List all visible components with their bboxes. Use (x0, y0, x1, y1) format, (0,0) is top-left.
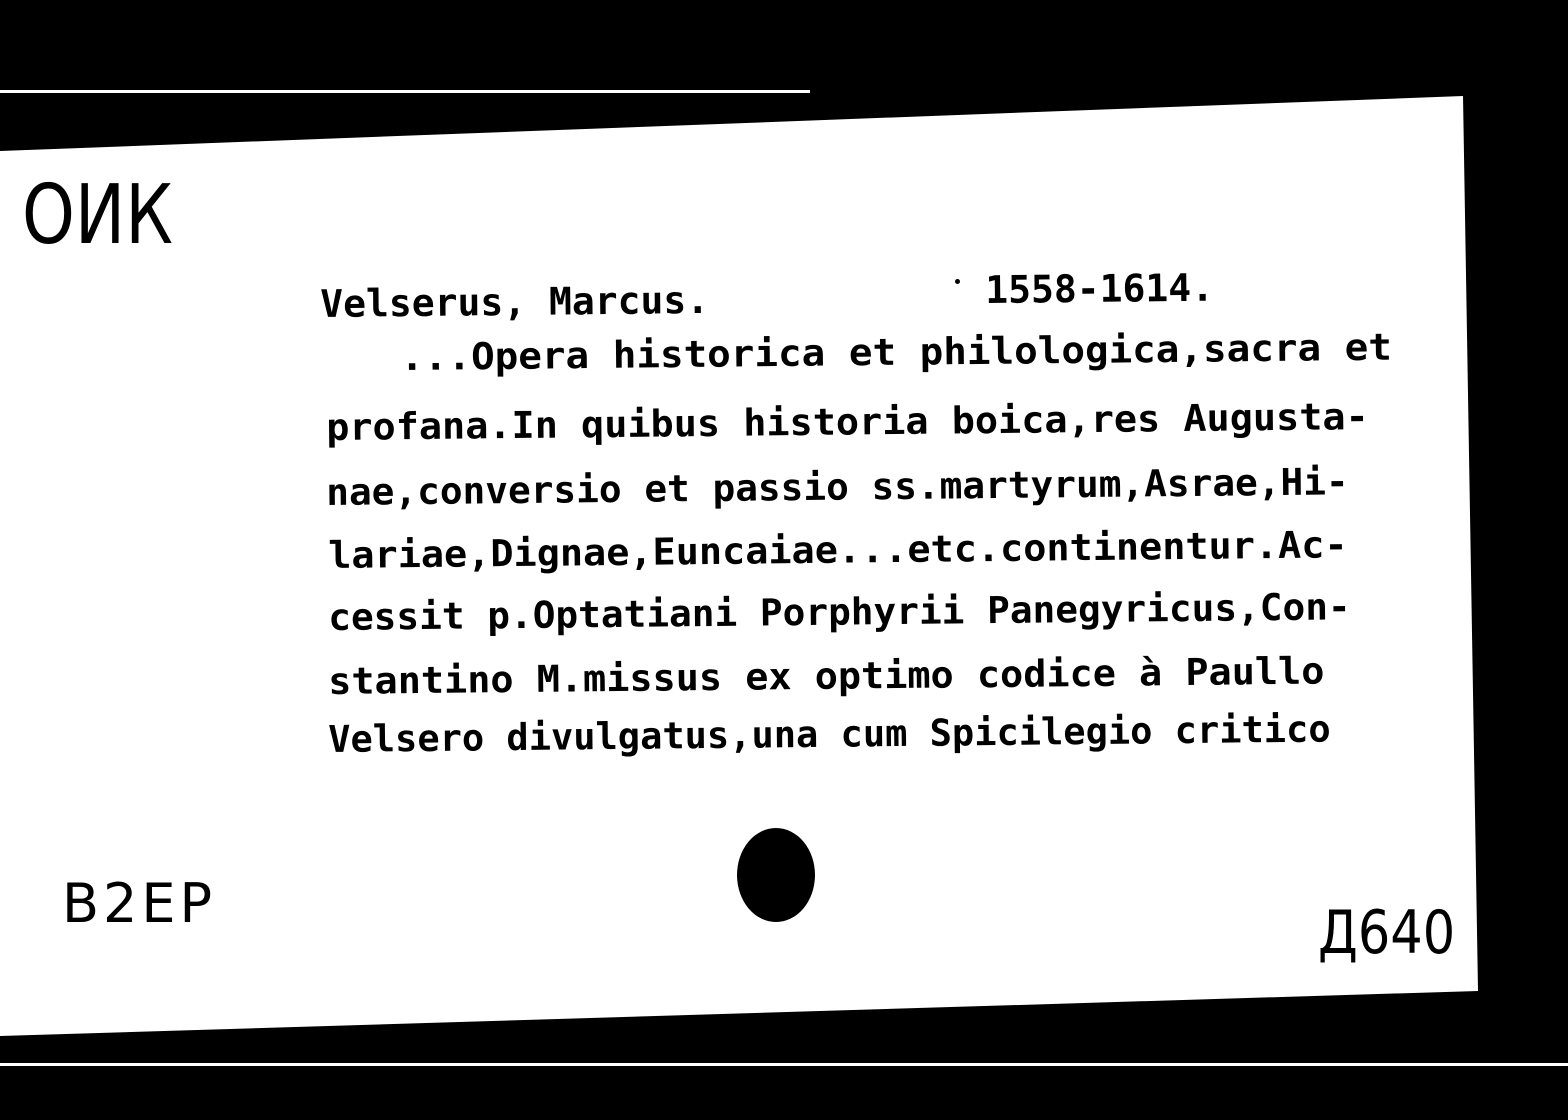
punch-hole (737, 828, 815, 922)
body-line: stantino M.missus ex optimo codice à Paullo (328, 649, 1325, 703)
heading-author: Velserus, Marcus. (320, 277, 710, 326)
body-line: Velsero divulgatus,una cum Spicilegio critico (328, 707, 1331, 761)
body-line: lariae,Dignae,Euncaiae...etc.continentur.Ac- (328, 523, 1348, 577)
ink-speck (955, 279, 960, 284)
body-line: nae,conversio et passio ss.martyrum,Asrae,Hi- (326, 460, 1349, 514)
inventory-number: Д640 (1318, 898, 1456, 968)
body-line: cessit p.Optatiani Porphyrii Panegyricus,Con- (328, 585, 1351, 639)
body-line: profana.In quibus historia boica,res Augusta- (326, 395, 1369, 449)
heading-dates: 1558-1614. (985, 265, 1215, 312)
shelfmark-bottom: В2ЕР (62, 872, 217, 935)
body-line: ...Opera historica et philologica,sacra et (400, 325, 1393, 379)
shelfmark-top: ОИК (22, 168, 173, 263)
